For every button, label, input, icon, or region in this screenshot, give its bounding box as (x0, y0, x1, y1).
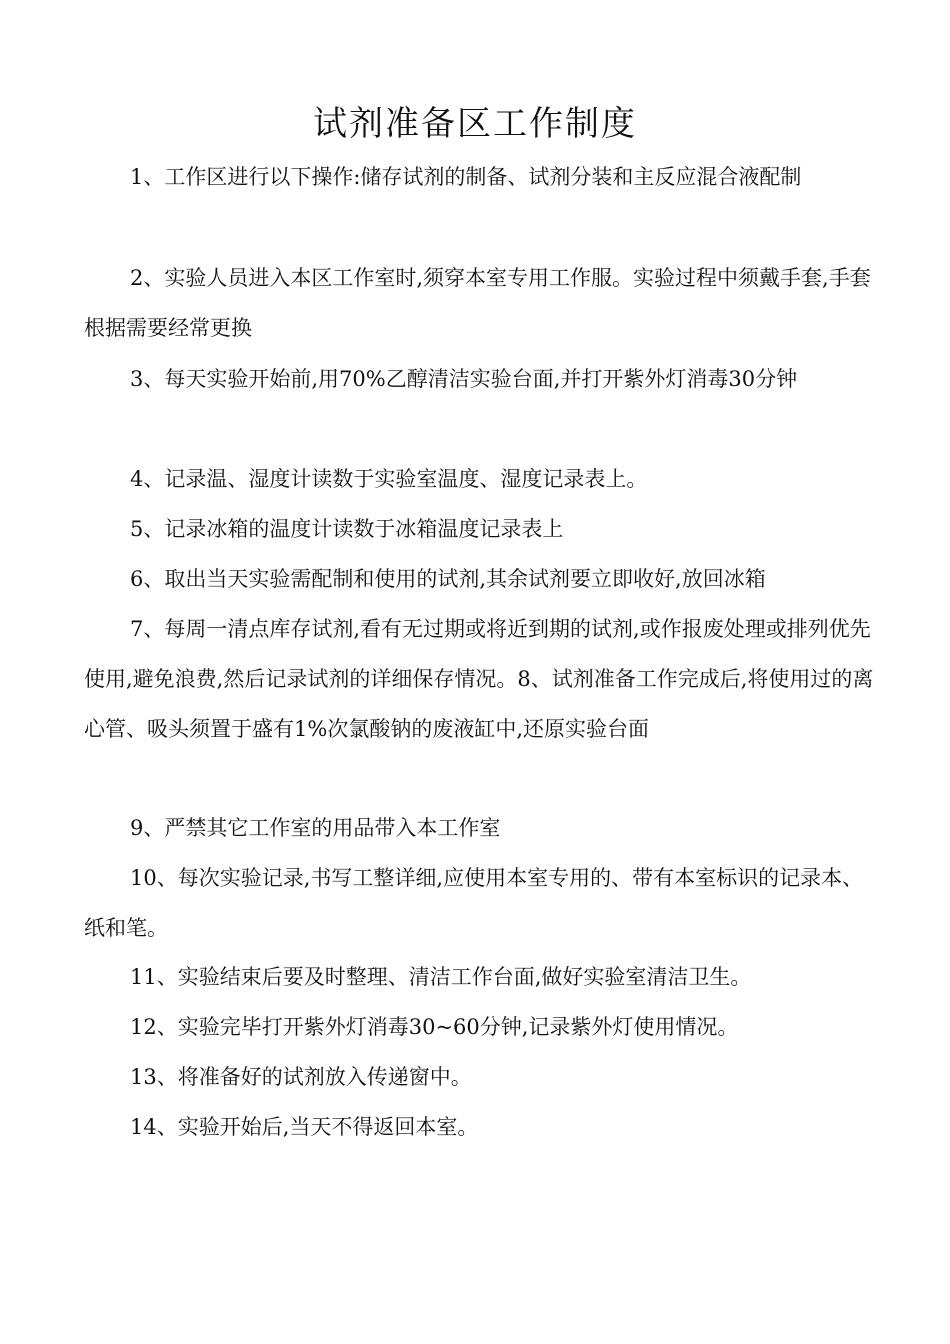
document-title: 试剂准备区工作制度 (313, 104, 637, 144)
rule-paragraph-13: 13、将准备好的试剂放入传递窗中。 (130, 1065, 472, 1089)
rule-paragraph-6: 6、取出当天实验需配制和使用的试剂,其余试剂要立即收好,放回冰箱 (130, 567, 766, 591)
rule-paragraph-1: 1、工作区进行以下操作:储存试剂的制备、试剂分装和主反应混合液配制 (130, 165, 802, 189)
rule-paragraph-9: 9、严禁其它工作室的用品带入本工作室 (130, 816, 501, 840)
rule-paragraph-10: 10、每次实验记录,书写工整详细,应使用本室专用的、带有本室标识的记录本、纸和笔。 (84, 866, 864, 940)
rule-paragraph-14: 14、实验开始后,当天不得返回本室。 (130, 1115, 479, 1139)
rule-paragraph-5: 5、记录冰箱的温度计读数于冰箱温度记录表上 (130, 517, 564, 541)
rule-paragraph-3: 3、每天实验开始前,用70%乙醇清洁实验台面,并打开紫外灯消毒30分钟 (130, 367, 798, 391)
rule-paragraph-11: 11、实验结束后要及时整理、清洁工作台面,做好实验室清洁卫生。 (130, 965, 752, 989)
rule-paragraph-2: 2、实验人员进入本区工作室时,须穿本室专用工作服。实验过程中须戴手套,手套根据需要经常更换 (84, 266, 871, 340)
rule-paragraph-7-8: 7、每周一清点库存试剂,看有无过期或将近到期的试剂,或作报废处理或排列优先使用,避免浪费,然后记录试剂的详细保存情况。8、试剂准备工作完成后,将使用过的离心管、吸头须置于盛有1%次氯酸钠的废液缸中,还原实验台面 (84, 617, 874, 741)
rule-paragraph-4: 4、记录温、湿度计读数于实验室温度、湿度记录表上。 (130, 467, 648, 491)
rule-paragraph-12: 12、实验完毕打开紫外灯消毒30~60分钟,记录紫外灯使用情况。 (130, 1015, 739, 1039)
